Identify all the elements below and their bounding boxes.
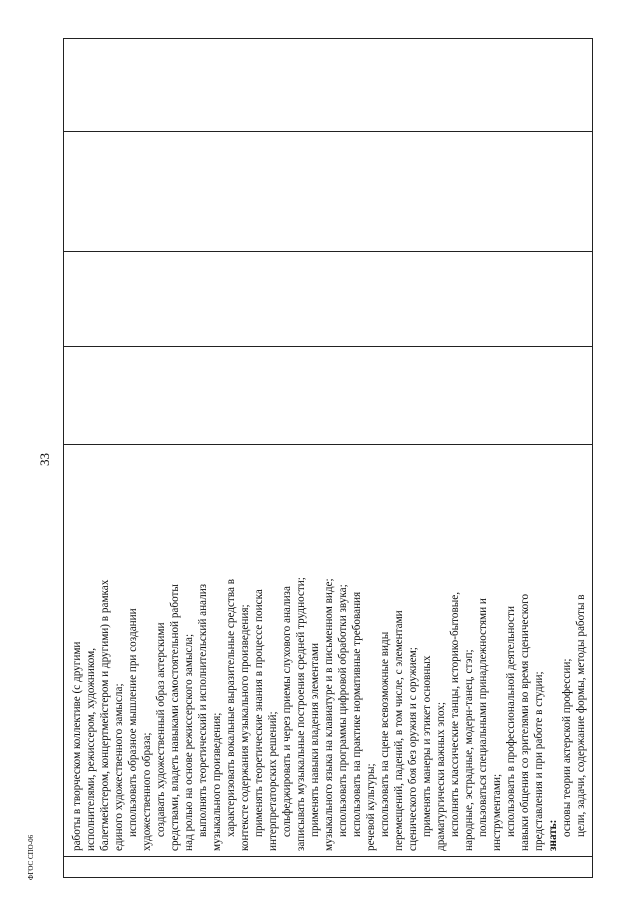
text-line: использовать на сцене всевозможные виды <box>379 631 391 837</box>
text-line: сольфеджировать и через приемы слухового анализа <box>281 586 293 837</box>
footer-label: ФГОС СПО-06 <box>27 834 35 880</box>
text-line: музыкального произведения; <box>211 712 223 851</box>
text-line: использовать образное мышление при создании <box>127 608 139 837</box>
text-line: музыкального языка на клавиатуре и в письменном виде; <box>323 578 335 851</box>
text-line: исполнителями, режиссером, художником, <box>85 647 97 851</box>
text-line: средствами, владеть навыками самостоятельной работы <box>169 584 181 851</box>
text-line: знать: <box>547 819 559 851</box>
text-line: характеризовать вокальные выразительные средства в <box>225 579 237 837</box>
text-line: записывать музыкальные построения средней трудности; <box>295 577 307 851</box>
text-line: навыки общения со зрителями во время сценического <box>519 593 531 851</box>
text-line: представления и при работе в студии; <box>533 671 545 851</box>
text-line: применять навыки владения элементами <box>309 642 321 837</box>
text-line: применять теоретические знания в процессе поиска <box>253 589 265 837</box>
text-line: использовать программы цифровой обработки звука; <box>337 584 349 837</box>
text-line: цели, задачи, содержание формы, методы работы в <box>575 594 587 837</box>
rotated-table-frame <box>63 38 593 878</box>
column-divider <box>64 856 592 857</box>
text-line: перемещений, падений, в том числе, с элементами <box>393 610 405 851</box>
text-line: использовать в профессиональной деятельности <box>505 605 517 837</box>
text-line: использовать на практике нормативные требования <box>351 591 363 837</box>
text-line: основы теории актерской профессии; <box>561 658 573 837</box>
competency-text-cell <box>70 451 588 851</box>
text-line: применять манеры и этикет основных <box>421 655 433 837</box>
text-line: народные, эстрадные, модерн-танец, стэп; <box>463 649 475 851</box>
text-line: инструментами; <box>491 773 503 851</box>
text-line: сценического боя без оружия и с оружием; <box>407 647 419 851</box>
text-line: интерпретаторских решений; <box>267 711 279 851</box>
page-number: 33 <box>37 453 52 466</box>
column-divider <box>64 444 592 445</box>
text-line: работы в творческом коллективе (с другими <box>71 641 83 851</box>
column-divider <box>64 251 592 252</box>
text-line: балетмейстером, концертмейстером и другими) в рамках <box>99 579 111 851</box>
text-line: речевой культуры; <box>365 763 377 851</box>
text-line: над ролью на основе режиссерского замысла; <box>183 633 195 851</box>
text-line: драматургически важных эпох; <box>435 701 447 851</box>
column-divider <box>64 346 592 347</box>
text-line: выполнять теоретический и исполнительский анализ <box>197 583 209 837</box>
text-line: контексте содержания музыкального произведения; <box>239 604 251 851</box>
text-line: пользоваться специальными принадлежностями и <box>477 598 489 837</box>
text-line: единого художественного замысла; <box>113 683 125 851</box>
table <box>63 38 593 878</box>
text-line: художественного образа; <box>141 732 153 851</box>
column-divider <box>64 131 592 132</box>
text-line: создавать художественный образ актерскими <box>155 622 167 837</box>
text-line: исполнять классические танцы, историко-бытовые, <box>449 591 461 837</box>
